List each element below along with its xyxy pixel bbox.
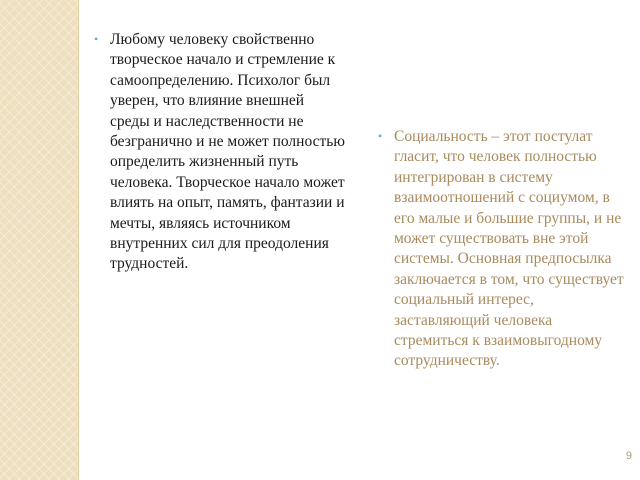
left-paragraph-text: Любому человеку свойственно творческое начало и стремление к самоопределению. Психолог был уверен, что влияние внешней среды и наследственности не безгранично и не может полностью определить жизненный путь человека. Творческое начало может влиять на опыт, память, фантазии и мечты, являясь источником внутренних сил для преодоления трудностей. [110,31,345,273]
right-paragraph-text: Социальность – этот постулат гласит, что человек полностью интегрирован в систему взаимоотношений с социумом, в его малые и большие группы, и не может существовать вне этой системы. Основная предпосылка заключается в том, что существует социальный интерес, заставляющий человека стремиться к взаимовыгодному сотрудничеству. [394,128,624,370]
page-number: 9 [625,450,632,462]
left-bullet-paragraph [94,30,346,275]
bullet-icon: • [378,129,383,143]
side-strip-divider [78,0,85,480]
bullet-icon: • [94,32,99,46]
right-bullet-paragraph [378,127,624,372]
decorative-side-strip [0,0,78,480]
